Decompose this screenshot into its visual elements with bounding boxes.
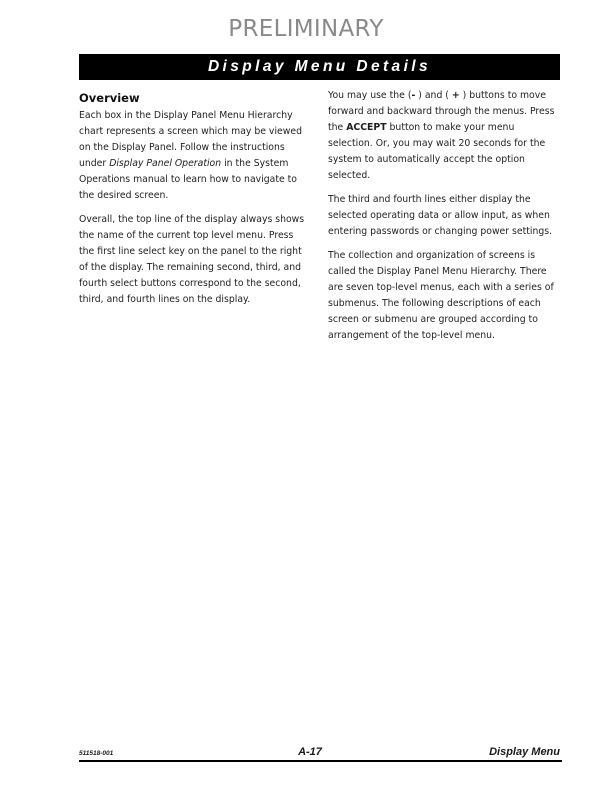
right-column xyxy=(328,88,560,352)
minus-key: - xyxy=(411,90,416,101)
overview-paragraph-2: Overall, the top line of the display always shows the name of the current top level menu. Press the first line select key on the panel to the right of the display. The remaining second, third, and fourth select buttons correspond to the second, third, and fourth lines on the display. xyxy=(79,214,305,305)
preliminary-watermark: PRELIMINARY xyxy=(228,16,384,42)
footer-doc-number: 511518-001 xyxy=(79,750,114,757)
display-panel-operation-ref: Display Panel Operation xyxy=(109,158,222,169)
left-column xyxy=(79,88,311,316)
footer-section-title: Display Menu xyxy=(489,746,560,758)
accept-key: ACCEPT xyxy=(346,122,387,133)
plus-key: + xyxy=(451,90,460,101)
navigation-paragraph: You may use the (- ) and ( + ) buttons to move forward and backward through the menus. Press the ACCEPT button to make your menu selection. Or, you may wait 20 seconds for the system to automatically accept the option selected. xyxy=(328,90,555,181)
third-fourth-lines-paragraph: The third and fourth lines either display the selected operating data or allow input, as when entering passwords or changing power settings. xyxy=(328,194,553,237)
section-banner: Display Menu Details xyxy=(79,54,560,80)
hierarchy-paragraph: The collection and organization of screens is called the Display Panel Menu Hierarchy. There are seven top-level menus, each with a series of submenus. The following descriptions of each screen or submenu are grouped according to arrangement of the top-level menu. xyxy=(328,250,554,341)
overview-paragraph-1: Each box in the Display Panel Menu Hierarchy chart represents a screen which may be viewed on the Display Panel. Follow the instructions under Display Panel Operation in the System Operations manual to learn how to navigate to the desired screen. xyxy=(79,110,302,201)
footer-rule xyxy=(79,760,562,762)
overview-heading: Overview xyxy=(79,91,140,105)
footer-page-number: A-17 xyxy=(298,746,322,758)
